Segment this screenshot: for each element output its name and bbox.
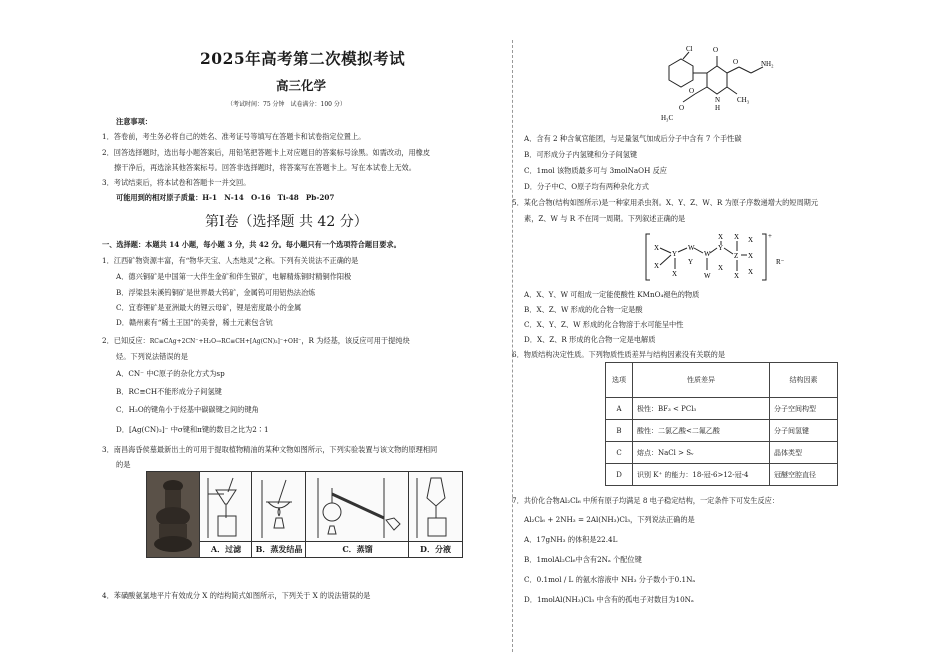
row-a-factor: 分子空间构型 [770, 398, 838, 420]
label-distillation: C．蒸馏 [306, 541, 409, 557]
struct-nh2: NH₂ [761, 60, 774, 68]
row-d-property: 识别 K⁺ 的能力：18-冠-6>12-冠-4 [633, 464, 770, 486]
q5-anion: R⁻ [776, 258, 785, 266]
q5-option-b: B．X、Z、W 形成的化合物一定是酸 [524, 305, 643, 314]
apparatus-filtration [199, 471, 253, 558]
table-row [606, 442, 838, 464]
table-row [606, 398, 838, 420]
note-2: 2．回答选择题时，选出每小题答案后，用铅笔把答题卡上对应题目的答案标号涂黑。如需改动，用橡皮 [102, 148, 431, 157]
q5-x5: X [748, 252, 754, 260]
note-2-cont: 擦干净后，再选涂其他答案标号。回答非选择题时，将答案写在答题卡上。写在本试卷上无效。 [114, 163, 416, 172]
row-b-option: B [606, 420, 633, 442]
subject-title: 高三化学 [276, 78, 327, 93]
q4-structure-diagram [655, 42, 785, 122]
row-c-factor: 晶体类型 [770, 442, 838, 464]
row-b-property: 酸性：二氯乙酸<二氟乙酸 [633, 420, 770, 442]
q6-stem: 6．物质结构决定性质。下列物质性质差异与结构因素没有关联的是 [512, 350, 726, 359]
q7-equation: Al₂Cl₆ + 2NH₃ = 2Al(NH₃)Cl₃，下列说法正确的是 [524, 515, 695, 524]
section-intro: 一、选择题：本题共 14 小题，每小题 3 分，共 42 分。每小题只有一个选项符合题目要求。 [102, 240, 401, 249]
label-evaporation: B．蒸发结晶 [252, 541, 306, 557]
table-row [606, 464, 838, 486]
q2-option-c: C．H₂O的键角小于烃基中碳碳键之间的键角 [116, 405, 259, 414]
q4-option-c: C．1mol 该物质最多可与 3molNaOH 反应 [524, 166, 667, 175]
q7-option-d: D．1molAl(NH₃)Cl₃ 中含有的孤电子对数目为10Nₐ [524, 595, 694, 604]
struct-o4: O [679, 104, 685, 112]
q4-stem: 4．苯磺酸氨氯地平片有效成分 X 的结构简式如图所示，下列关于 X 的说法错误的是 [102, 591, 371, 600]
q5-y3: Y [688, 258, 694, 266]
q5-option-a: A．X、Y、W 可组成一定能使酸性 KMnO₄褪色的物质 [524, 290, 700, 299]
q1-option-b: B．浮梁县朱溪钨铜矿是世界最大钨矿，金属钨可用铝热法冶炼 [116, 288, 316, 297]
header-factor: 结构因素 [770, 363, 838, 398]
header-option: 选项 [606, 363, 633, 398]
table-row [606, 420, 838, 442]
evaporating-dish-icon [252, 472, 306, 542]
q5-y1: Y [672, 250, 678, 258]
q1-option-c: C．宜春锂矿是亚洲最大的锂云母矿，锂是密度最小的金属 [116, 303, 302, 312]
row-a-property: 极性：BF₃ < PCl₃ [633, 398, 770, 420]
q5-x3: X [672, 270, 678, 278]
exam-title: 2025年高考第二次模拟考试 [200, 49, 406, 68]
q5-structure-diagram [644, 230, 794, 286]
row-c-property: 熔点：NaCl > Sᵥ [633, 442, 770, 464]
label-filtration: A．过滤 [200, 541, 252, 557]
q1-option-a: A．德兴铜矿是中国第一大伴生金矿和伴生银矿，电解精炼铜时精铜作阳极 [116, 272, 352, 281]
q1-stem: 1．江西矿物资源丰富，有“物华天宝、人杰地灵”之称。下列有关说法不正确的是 [102, 256, 359, 265]
table-header-row [606, 363, 838, 398]
row-d-option: D [606, 464, 633, 486]
q5-x9: X [718, 264, 724, 272]
q4-option-d: D．分子中C、O原子均有两种杂化方式 [524, 182, 649, 191]
q6-table [605, 362, 838, 486]
struct-h3c: H₃C [661, 114, 674, 122]
row-c-option: C [606, 442, 633, 464]
q5-stem: 5．某化合物(结构如图所示)是一种家用杀虫剂。X、Y、Z、W、R 为原子序数递增大的短周期元 [512, 198, 819, 207]
apparatus-separation [408, 471, 463, 558]
apparatus-distillation [305, 471, 410, 558]
q2-option-a: A．CN⁻ 中C原子的杂化方式为sp [116, 369, 225, 378]
struct-o3: O [689, 87, 695, 95]
q4-option-a: A．含有 2 种含氧官能团，与足量氢气加成后分子中含有 7 个手性碳 [524, 134, 742, 143]
q3-artifact-photo [146, 471, 201, 558]
q2-stem-b: ，R 为烃基，该反应可用于提纯炔 [301, 336, 410, 345]
q7-option-a: A．17gNH₃ 的体积是22.4L [524, 535, 618, 544]
q1-option-d: D．赣州素有“稀土王国”的美誉，稀土元素包含钪 [116, 318, 273, 327]
exam-info: （考试时间：75 分钟 试卷满分：100 分） [227, 101, 346, 108]
q5-x10: X [748, 268, 754, 276]
q3-stem-cont: 的是 [116, 460, 131, 469]
q2-stem [102, 336, 410, 347]
q5-x6: X [734, 272, 740, 280]
funnel-icon [200, 472, 252, 542]
q2-option-b: B．RC≡CH不能形成分子间氢键 [116, 387, 222, 396]
header-property: 性质差异 [633, 363, 770, 398]
section-title: 第Ⅰ卷（选择题 共 42 分） [205, 214, 368, 230]
q7-option-b: B．1molAl₂Cl₆中含有2Nₐ 个配位键 [524, 555, 642, 564]
q2-option-d: D．[Ag(CN)₂]⁻ 中σ键和π键的数目之比为2∶1 [116, 425, 269, 434]
q5-x8: X [748, 236, 754, 244]
q5-stem-cont: 素，Z、W 与 R 不在同一周期。下列叙述正确的是 [524, 214, 686, 223]
q5-x2: X [654, 262, 660, 270]
struct-h: H [715, 104, 721, 112]
q5-x4: X [734, 233, 740, 241]
q5-w2: W [704, 250, 711, 258]
q5-option-d: D．X、Z、R 形成的化合物一定是电解质 [524, 335, 656, 344]
atomic-masses: 可能用到的相对原子质量：H-1 N-14 O-16 Ti-48 Pb-207 [116, 193, 335, 202]
row-a-option: A [606, 398, 633, 420]
separatory-funnel-icon [409, 472, 462, 542]
apparatus-evaporation [251, 471, 307, 558]
q3-stem: 3．南昌海昏侯墓最新出土的可用于提取植物精油的某种文物如图所示，下列实验装置与该文物的原理相同 [102, 445, 438, 454]
struct-n: N [715, 96, 721, 104]
q7-option-c: C．0.1mol / L 的氨水溶液中 NH₃ 分子数小于0.1Nₐ [524, 575, 696, 584]
row-d-factor: 冠醚空腔直径 [770, 464, 838, 486]
q5-w1: W [688, 244, 695, 252]
q5-option-c: C．X、Y、Z、W 形成的化合物溶于水可能呈中性 [524, 320, 684, 329]
struct-o2: O [733, 58, 739, 66]
q2-stem-a: 2．已知反应： [102, 336, 150, 345]
q5-w3: W [704, 272, 711, 280]
struct-ch3: CH₃ [737, 96, 750, 104]
struct-o1: O [713, 46, 719, 54]
q5-charge: + [768, 232, 772, 240]
artifact-icon [147, 472, 200, 557]
q4-option-b: B．可形成分子内氢键和分子间氢键 [524, 150, 638, 159]
column-divider [512, 40, 513, 652]
note-1: 1．答卷前，考生务必将自己的姓名、准考证号等填写在答题卡和试卷指定位置上。 [102, 132, 366, 141]
q5-y2: Y [718, 244, 724, 252]
label-separation: D．分液 [409, 541, 462, 557]
note-3: 3．考试结束后，将本试卷和答题卡一并交回。 [102, 178, 251, 187]
row-b-factor: 分子间氢键 [770, 420, 838, 442]
q5-x7: X [718, 233, 724, 241]
q5-z: Z [734, 252, 739, 260]
q2-equation: RC≡CAg+2CN⁻+H₂O→RC≡CH+[Ag(CN)₂]⁻+OH⁻ [149, 338, 302, 345]
struct-cl: Cl [686, 45, 693, 53]
q7-stem: 7．共价化合物Al₂Cl₆ 中所有原子均满足 8 电子稳定结构，一定条件下可发生反应： [512, 496, 780, 505]
q2-stem-c: 烃。下列说法错误的是 [116, 352, 188, 361]
q5-x1: X [654, 244, 660, 252]
notes-heading: 注意事项： [116, 117, 152, 126]
distillation-flask-icon [306, 472, 409, 542]
